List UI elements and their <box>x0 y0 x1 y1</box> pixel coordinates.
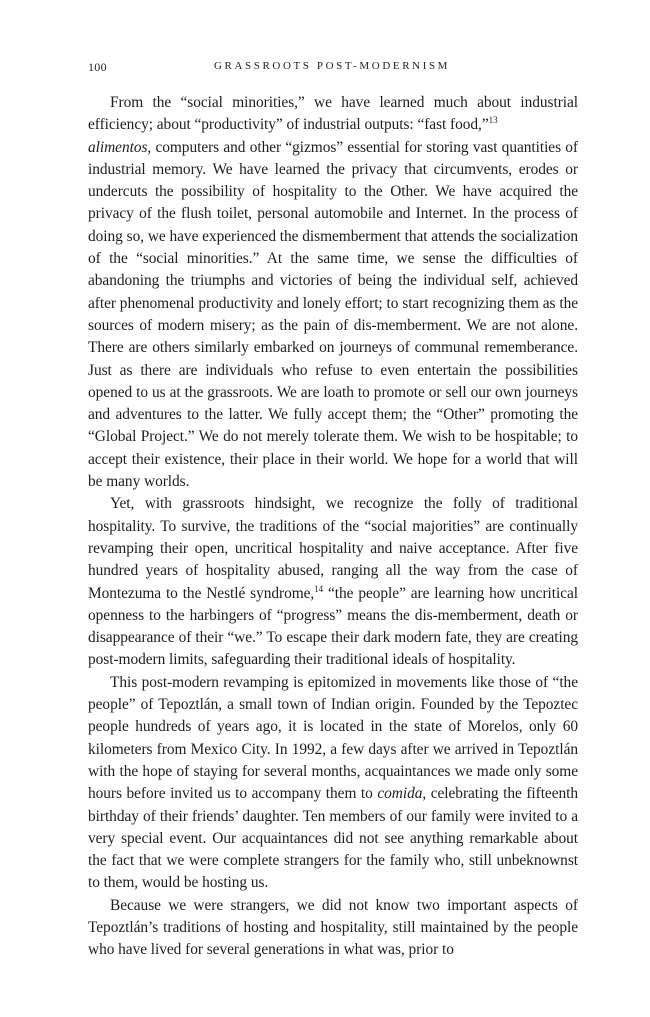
text-run: From the “social minorities,” we have learned much about industrial efficiency; about “productivity” of industrial outputs: “fast food,” <box>88 94 578 134</box>
body-text <box>88 92 578 962</box>
text-run: , computers and other “gizmos” essential for storing vast quantities of industrial memory. We have learned the privacy that circumvents, erodes or undercuts the possibility of hospitality to the Other. We have acquired the privacy of the flush toilet, personal automobile and Internet. In the process of doing so, we have experienced the dismemberment that attends the socialization of the “social minorities.” At the same time, we sense the difficulties of abandoning the triumphs and victories of being the individual self, achieved after phenomenal productivity and lonely effort; to start recognizing them as the sources of modern misery; as the pain of dis-memberment. We are not alone. There are others similarly embarked on journeys of communal rememberance. Just as there are individuals who refuse to even entertain the possibilities opened to us at the grassroots. We are loath to promote or sell our own journeys and adventures to the latter. We fully accept them; the “Other” promoting the “Global Project.” We do not merely tolerate them. We wish to be hospitable; to accept their existence, their place in their world. We hope for a world that will be many worlds. <box>88 138 578 491</box>
footnote-reference[interactable]: 13 <box>488 115 498 126</box>
text-run: This post-modern revamping is epitomized in movements like those of “the people” of Tepoztlán, a small town of Indian origin. Founded by the Tepoztec people hundreds of years ago, it is located in the state of Morelos, only 60 kilometers from Mexico City. In 1992, a few days after we arrived in Tepoztlán with the hope of staying for several months, acquaintances we made only some hours before invited us to accompany them to <box>88 673 578 803</box>
text-run: “the people” are learning how uncritical openness to the harbingers of “progress” means the dis-memberment, death or disappearance of their “we.” To escape their dark modern fate, they are creating post-modern limits, safeguarding their traditional ideals of hospitality. <box>88 584 579 669</box>
italic-term: comida <box>377 785 423 803</box>
text-run: Because we were strangers, we did not know two important aspects of Tepoztlán’s traditions of hosting and hospitality, still maintained by the people who have lived for several generations in what was, prior to <box>88 896 578 959</box>
paragraph <box>88 92 578 493</box>
italic-term: alimentos <box>88 138 148 156</box>
paragraph <box>88 895 578 962</box>
text-run: Yet, with grassroots hindsight, we recognize the folly of traditional hospitality. To survive, the traditions of the “social majorities” are continually revamping their open, uncritical hospitality and naive acceptance. After five hundred years of hospitality abused, ranging all the way from the case of Montezuma to the Nestlé syndrome, <box>88 495 578 602</box>
paragraph <box>88 493 578 671</box>
text-run: , celebrating the fifteenth birthday of their friends’ daughter. Ten members of our family were invited to a very special event. Our acquaintances did not see anything remarkable about the fact that we were complete strangers for the family who, still unbeknownst to them, would be hosting us. <box>88 785 578 892</box>
footnote-reference[interactable]: 14 <box>314 583 324 594</box>
page-number: 100 <box>88 60 107 74</box>
paragraph <box>88 672 578 895</box>
running-head: GRASSROOTS POST-MODERNISM <box>214 60 451 72</box>
